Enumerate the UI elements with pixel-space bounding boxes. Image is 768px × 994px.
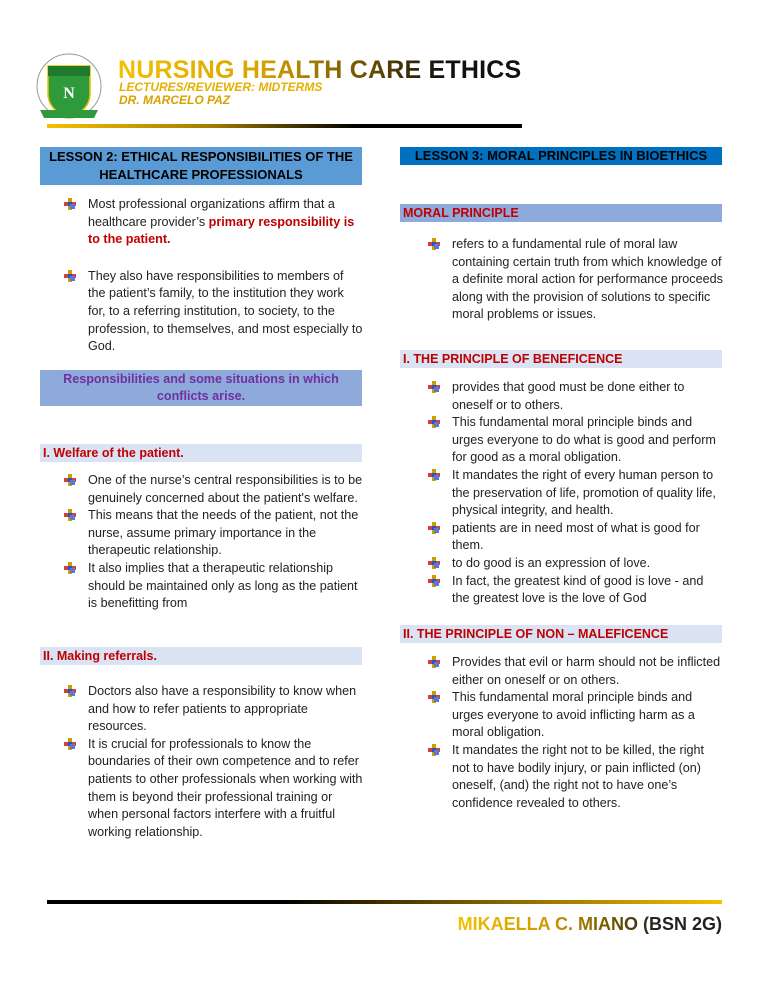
header-divider	[47, 124, 522, 128]
lesson-3-heading: LESSON 3: MORAL PRINCIPLES IN BIOETHICS	[400, 147, 722, 165]
bullet-text: It is crucial for professionals to know the boundaries of their own competence and to refer patients to other professionals when working with them is beyond their professional training or when personal factors interfere with a fruitful working relationship.	[88, 736, 363, 839]
university-seal-logo	[34, 52, 104, 124]
list-item	[64, 560, 364, 613]
moral-principle-heading: MORAL PRINCIPLE	[400, 204, 722, 222]
bullet-text: This fundamental moral principle binds and urges everyone to avoid inflicting harm as a moral obligation.	[452, 690, 695, 740]
nonmaleficence-bullet-list	[428, 654, 724, 812]
welfare-heading: I. Welfare of the patient.	[40, 444, 362, 462]
bullet-text: In fact, the greatest kind of good is love - and the greatest love is the love of God	[452, 573, 704, 606]
bullet-icon	[428, 557, 440, 569]
list-item	[428, 520, 724, 555]
welfare-bullet-list	[64, 472, 364, 613]
list-item	[64, 507, 364, 560]
list-item	[428, 689, 724, 742]
list-item	[64, 736, 364, 842]
emphasis-text: primary responsibility is to the patient.	[88, 214, 355, 247]
bullet-icon	[428, 381, 440, 393]
responsibilities-heading: Responsibilities and some situations in which conflicts arise.	[40, 370, 362, 406]
bullet-icon	[428, 416, 440, 428]
bullet-icon	[428, 522, 440, 534]
bullet-icon	[64, 474, 76, 486]
list-item	[428, 555, 724, 573]
bullet-icon	[64, 509, 76, 521]
bullet-icon	[428, 691, 440, 703]
nonmaleficence-heading: II. THE PRINCIPLE OF NON – MALEFICENCE	[400, 625, 722, 643]
bullet-icon	[428, 575, 440, 587]
bullet-icon	[428, 238, 440, 250]
bullet-icon	[428, 469, 440, 481]
document-subtitle: LECTURES/REVIEWER: MIDTERMS	[119, 80, 323, 94]
document-title: NURSING HEALTH CARE ETHICS	[118, 56, 522, 84]
beneficence-heading: I. THE PRINCIPLE OF BENEFICENCE	[400, 350, 722, 368]
bullet-text: It mandates the right of every human person to the preservation of life, promotion of quality life, physical integrity, and health.	[452, 467, 716, 518]
list-item	[64, 196, 364, 249]
bullet-text: It also implies that a therapeutic relationship should be maintained only as long as the patient is benefitting from	[88, 560, 358, 611]
author-footer: MIKAELLA C. MIANO (BSN 2G)	[457, 914, 722, 934]
bullet-text: This fundamental moral principle binds and urges everyone to do what is good and perform for good as a moral obligation.	[452, 415, 716, 465]
intro-bullet-list	[64, 196, 364, 356]
list-item	[428, 379, 724, 414]
moral-bullet-list	[428, 236, 724, 324]
bullet-text: to do good is an expression of love.	[452, 555, 651, 570]
bullet-text: provides that good must be done either to oneself or to others.	[452, 380, 685, 412]
bullet-text: Most professional organizations affirm that a healthcare provider’s	[88, 197, 335, 229]
list-item	[428, 573, 724, 608]
bullet-text: refers to a fundamental rule of moral law containing certain truth from which knowledge of a definite moral action for performance proceeds along with the provision of solutions to specific moral problems or issues.	[452, 237, 723, 322]
beneficence-bullet-list	[428, 379, 724, 608]
list-item	[428, 414, 724, 467]
referrals-bullet-list	[64, 683, 364, 841]
bullet-text: This means that the needs of the patient, not the nurse, assume primary importance in the therapeutic relationship.	[88, 508, 359, 558]
bullet-icon	[64, 685, 76, 697]
lesson-2-heading: LESSON 2: ETHICAL RESPONSIBILITIES OF THE HEALTHCARE PROFESSIONALS	[40, 147, 362, 185]
bullet-icon	[428, 744, 440, 756]
svg-text:N: N	[63, 85, 75, 102]
bullet-icon	[64, 738, 76, 750]
referrals-heading: II. Making referrals.	[40, 647, 362, 665]
list-item	[64, 268, 364, 356]
list-item	[428, 236, 724, 324]
footer-divider	[47, 900, 722, 904]
list-item	[64, 472, 364, 507]
bullet-text: One of the nurse’s central responsibilities is to be genuinely concerned about the patient's welfare.	[88, 473, 363, 505]
bullet-text: patients are in need most of what is good for them.	[452, 520, 700, 553]
bullet-icon	[428, 656, 440, 668]
list-item	[428, 742, 724, 812]
bullet-text: It mandates the right not to be killed, the right not to have bodily injury, or pain inflicted (on) oneself, (and) the right not to have one’s confidence revealed to others.	[452, 742, 705, 810]
list-item	[428, 467, 724, 520]
list-item	[428, 654, 724, 689]
bullet-icon	[64, 198, 76, 210]
instructor-name: DR. MARCELO PAZ	[119, 93, 231, 107]
bullet-text: Provides that evil or harm should not be inflicted either on oneself or on others.	[452, 655, 721, 687]
bullet-text: Doctors also have a responsibility to know when and how to refer patients to appropriate resources.	[88, 684, 357, 734]
list-item	[64, 683, 364, 736]
bullet-icon	[64, 562, 76, 574]
bullet-text: They also have responsibilities to members of the patient’s family, to the institution they work for, to a referring institution, to society, to the profession, to themselves, and most especially to God.	[88, 268, 363, 354]
bullet-icon	[64, 270, 76, 282]
